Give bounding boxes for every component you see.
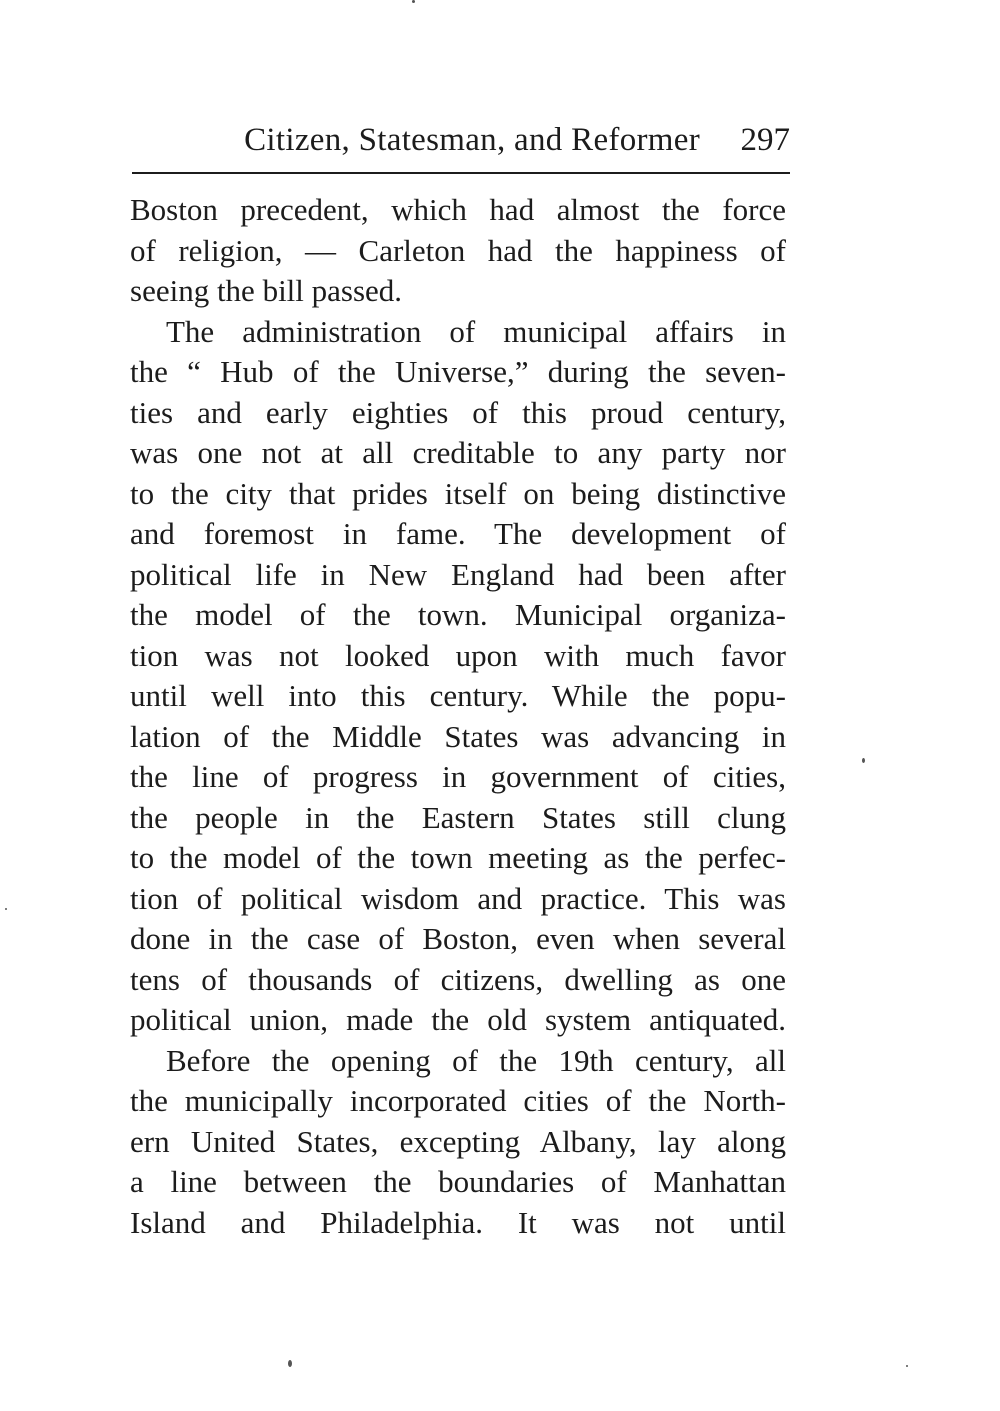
scan-speck [906, 1365, 908, 1367]
scan-speck [862, 758, 865, 763]
text-line: was one not at all creditable to any party nor [130, 435, 786, 470]
text-line: tion of political wisdom and practice. This was [130, 880, 786, 916]
text-line: and foremost in fame. The development of [130, 516, 786, 551]
text-line: of religion, — Carleton had the happiness of [130, 232, 786, 268]
running-head [132, 118, 790, 162]
text-line: a line between the boundaries of Manhattan [130, 1164, 786, 1199]
text-line: the people in the Eastern States still clung [130, 799, 786, 835]
text-line: the model of the town. Municipal organiza- [130, 597, 786, 632]
text-line: Before the opening of the 19th century, all [166, 1042, 786, 1078]
text-line: political union, made the old system antiquated. [130, 1002, 786, 1037]
text-line: done in the case of Boston, even when several [130, 921, 786, 956]
text-line: the “ Hub of the Universe,” during the seven- [130, 354, 786, 389]
text-line: ern United States, excepting Albany, lay along [130, 1123, 786, 1159]
text-line: political life in New England had been after [130, 556, 786, 592]
text-line: to the city that prides itself on being distinctive [130, 475, 786, 511]
text-line: lation of the Middle States was advancing in [130, 718, 786, 754]
running-title: Citizen, Statesman, and Reformer [244, 122, 700, 158]
text-line: the municipally incorporated cities of the North- [130, 1083, 786, 1118]
text-line: until well into this century. While the popu- [130, 678, 786, 713]
scan-speck [288, 1360, 292, 1367]
text-line: seeing the bill passed. [130, 273, 403, 308]
scan-speck [5, 908, 7, 910]
text-line: The administration of municipal affairs in [166, 313, 786, 349]
body-text [130, 190, 786, 1243]
header-rule [132, 172, 790, 174]
scan-speck [412, 0, 415, 3]
text-line: Island and Philadelphia. It was not until [130, 1204, 786, 1240]
page-number: 297 [740, 122, 790, 158]
text-line: tens of thousands of citizens, dwelling as one [130, 961, 786, 997]
text-line: ties and early eighties of this proud century, [130, 394, 786, 430]
text-line: tion was not looked upon with much favor [130, 637, 786, 673]
text-line: to the model of the town meeting as the perfec- [130, 840, 786, 875]
text-line: the line of progress in government of cities, [130, 759, 786, 794]
text-line: Boston precedent, which had almost the force [130, 192, 786, 227]
